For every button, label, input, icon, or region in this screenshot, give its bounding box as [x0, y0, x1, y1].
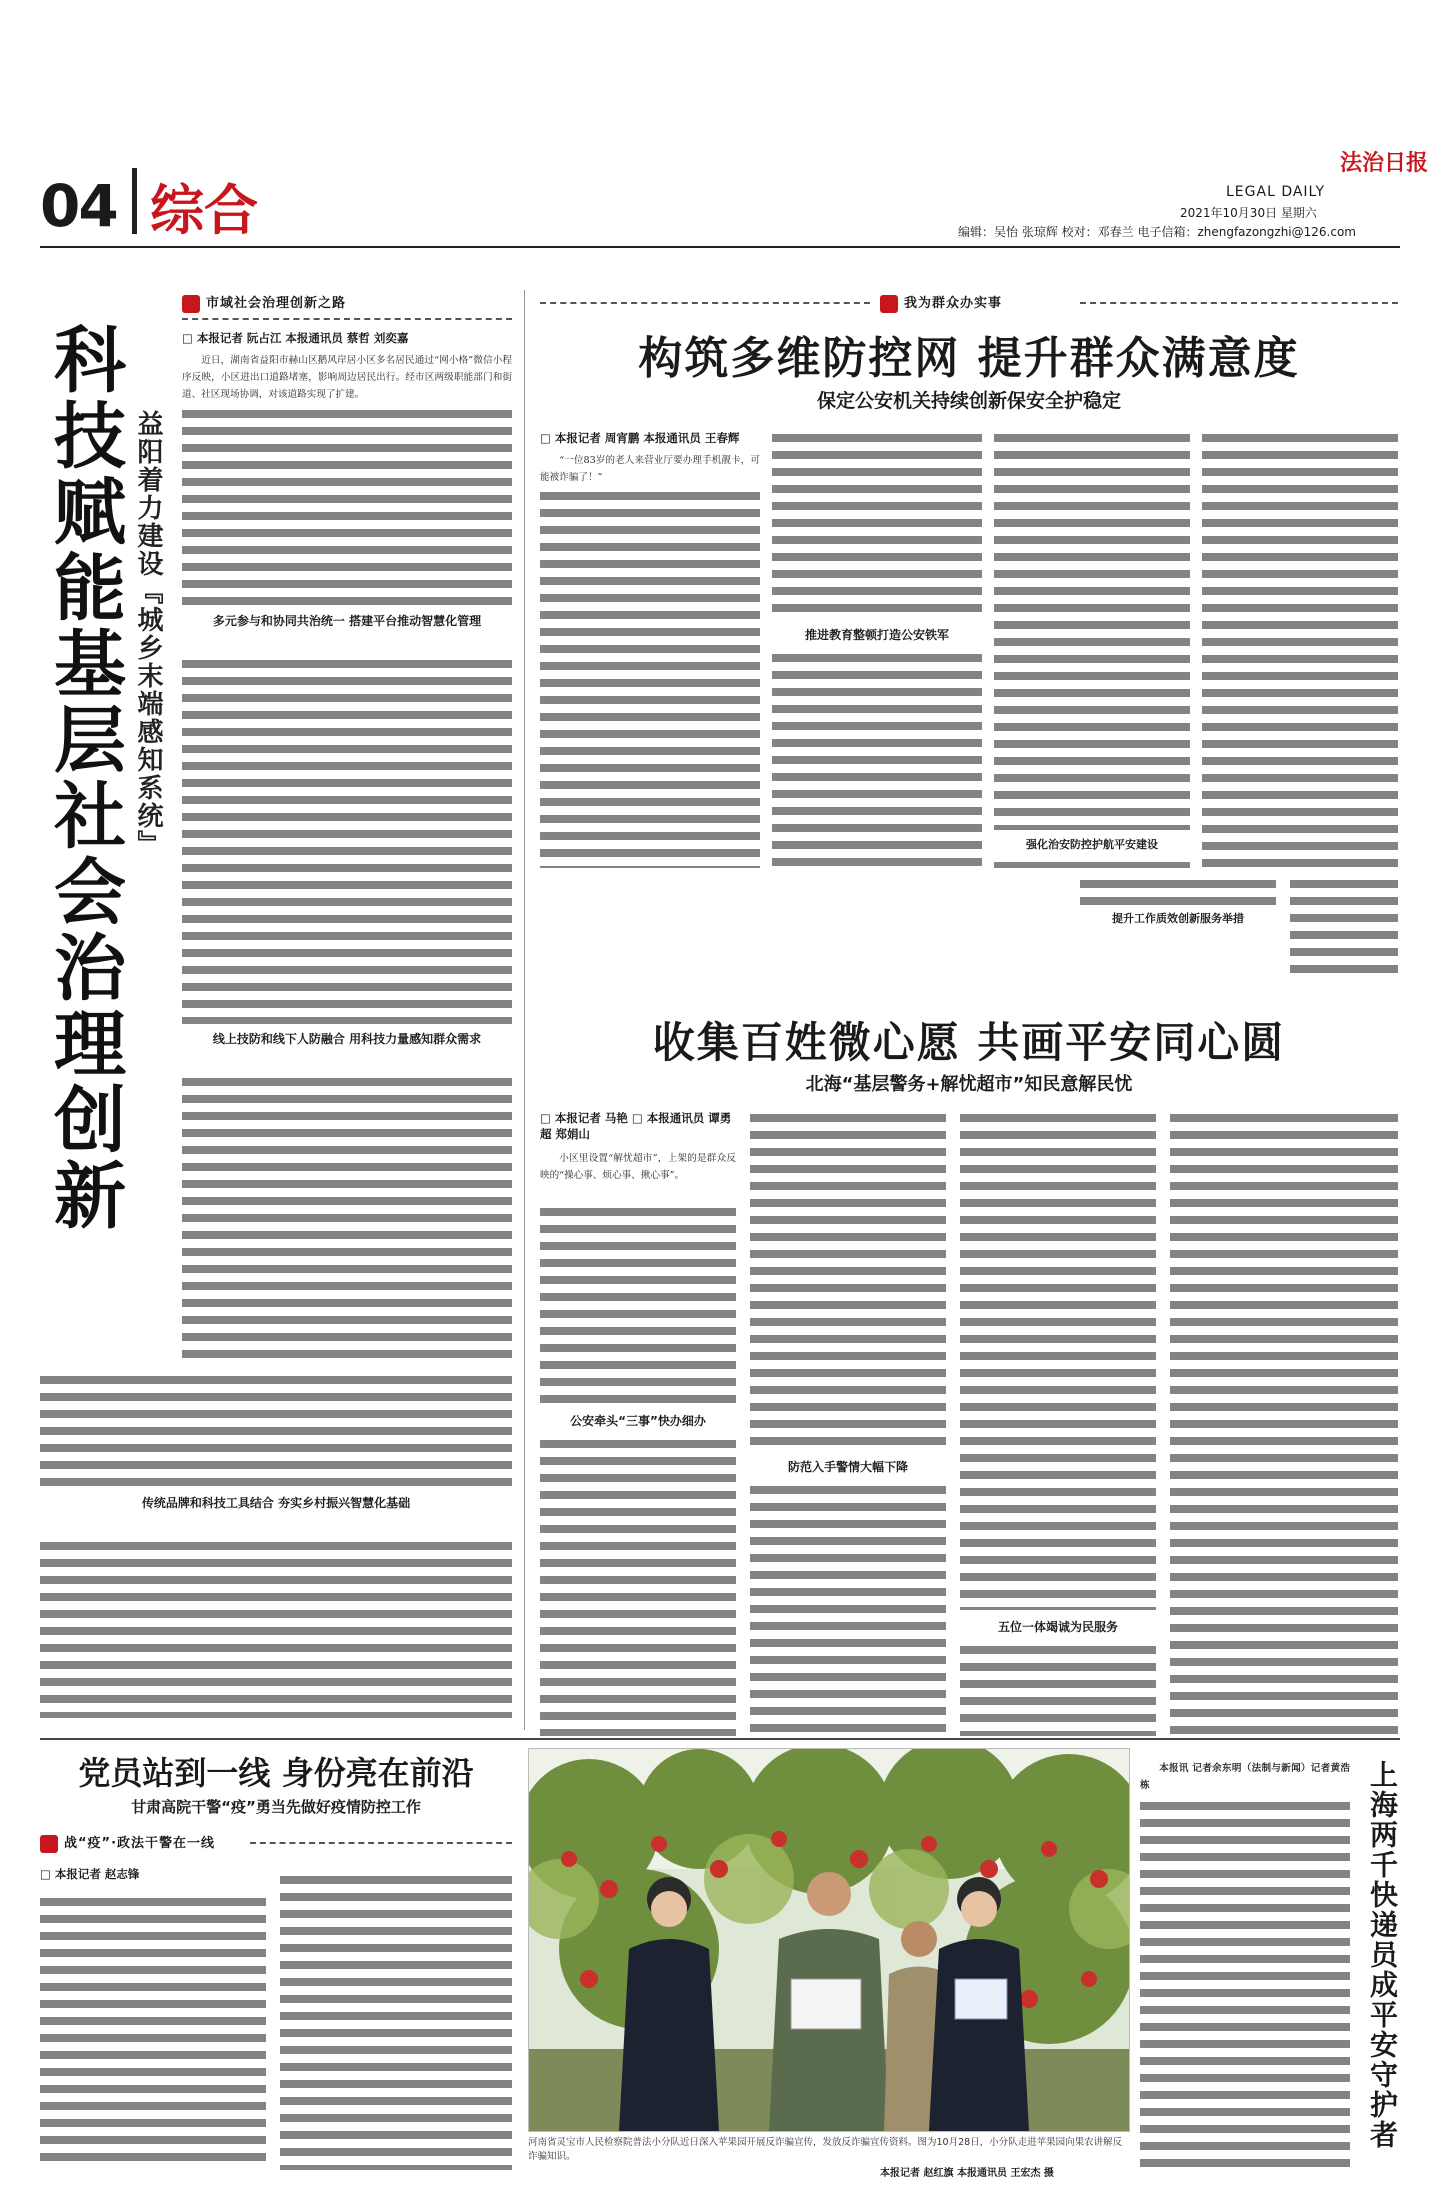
subhead: 防范入手警情大幅下降 — [787, 1460, 908, 1474]
body-text — [540, 488, 760, 868]
body-text — [1202, 430, 1398, 868]
body-text — [182, 656, 512, 1024]
article-title: 收集百姓微心愿 共画平安同心圆 — [652, 1018, 1286, 1067]
article-title: 党员站到一线 身份亮在前沿 — [78, 1754, 474, 1792]
body-text — [750, 1110, 946, 1450]
column-tag-left: 市域社会治理创新之路 — [182, 292, 346, 313]
apple-orchard-illustration — [529, 1749, 1129, 2131]
page-number: 04 — [40, 172, 117, 240]
subhead: 传统品牌和科技工具结合 夯实乡村振兴智慧化基础 — [141, 1496, 411, 1510]
body-text — [994, 430, 1190, 830]
issue-date: 2021年10月30日 星期六 — [1180, 206, 1317, 220]
divider — [250, 1842, 512, 1844]
masthead-rule — [40, 246, 1400, 248]
body-text — [750, 1482, 946, 1736]
body-text — [1170, 1110, 1398, 1736]
news-photo — [528, 1748, 1130, 2132]
subhead: 多元参与和协同共治统一 搭建平台推动智慧化管理 — [212, 614, 482, 628]
subhead: 线上技防和线下人防融合 用科技力量感知群众需求 — [212, 1032, 482, 1046]
subhead: 五位一体竭诚为民服务 — [997, 1620, 1118, 1634]
article-title: 上海两千快递员成平安守护者 — [1366, 1760, 1399, 2150]
subhead: 推进教育整顿打造公安铁军 — [804, 628, 949, 642]
column-marker-icon — [182, 295, 200, 313]
body-text — [1290, 876, 1398, 976]
body-text — [40, 1894, 266, 2170]
subhead: 公安牵头“三事”快办细办 — [570, 1414, 706, 1428]
column-marker-icon — [40, 1835, 58, 1853]
subhead: 提升工作质效创新服务举措 — [1112, 912, 1244, 925]
byline: □ 本报记者 马艳 □ 本报通讯员 谭勇超 郑娟山 — [540, 1111, 732, 1141]
article-lead: 小区里设置“解忧超市”，上架的是群众反映的“操心事、烦心事、揪心事”。 — [540, 1153, 736, 1181]
article-title: 科技赋能基层社会治理创新 — [42, 322, 126, 1234]
column-divider — [524, 290, 525, 1730]
divider — [1080, 302, 1398, 304]
body-text — [960, 1642, 1156, 1736]
editor-credits: 编辑：吴怡 张琼辉 校对：邓春兰 电子信箱：zhengfazongzhi@126.com — [958, 225, 1356, 239]
body-text — [540, 1204, 736, 1404]
byline: 本报讯 记者余东明（法制与新闻）记者黄浩栋 — [1140, 1763, 1350, 1791]
article-lead: 近日，湖南省益阳市赫山区鹅风岸居小区多名居民通过“网小格”微信小程序反映，小区进出口道路堵塞，影响周边居民出行。经市区两级职能部门和街道、社区现场协调，对该道路实现了扩建。 — [182, 355, 512, 400]
body-text — [960, 1110, 1156, 1610]
byline: □ 本报记者 周宵鹏 本报通讯员 王春辉 — [540, 431, 740, 445]
body-text — [994, 858, 1190, 868]
photo-caption: 河南省灵宝市人民检察院普法小分队近日深入苹果园开展反诈骗宣传，发放反诈骗宣传资料。图为10月28日，小分队走进苹果园向果农讲解反诈骗知识。 — [528, 2137, 1123, 2162]
article-title: 构筑多维防控网 提升群众满意度 — [638, 333, 1300, 384]
article-lead: “一位83岁的老人来营业厅要办理手机靓卡，可能被诈骗了！” — [540, 455, 760, 483]
body-text — [40, 1538, 512, 1718]
divider — [182, 318, 512, 320]
byline: □ 本报记者 阮占江 本报通讯员 蔡哲 刘奕嘉 — [182, 331, 409, 345]
article-subtitle: 保定公安机关持续创新保安全护稳定 — [816, 390, 1121, 412]
body-text — [182, 1074, 512, 1364]
byline: □ 本报记者 赵志锋 — [40, 1867, 140, 1881]
masthead-divider — [132, 168, 137, 234]
body-text — [540, 1436, 736, 1736]
divider — [540, 302, 870, 304]
column-marker-icon — [880, 295, 898, 313]
newspaper-logo: 法治日报 — [1340, 150, 1429, 176]
body-text — [772, 650, 982, 868]
article-subtitle: 北海“基层警务+解忧超市”知民意解民忧 — [805, 1074, 1133, 1095]
section-rule — [40, 1738, 1400, 1740]
section-title: 综合 — [150, 179, 258, 242]
article-subtitle: 益阳着力建设『城乡末端感知系统』 — [133, 410, 163, 858]
body-text — [182, 406, 512, 606]
photo-credit: 本报记者 赵红旗 本报通讯员 王宏杰 摄 — [880, 2168, 1054, 2179]
newspaper-name-en: LEGAL DAILY — [1226, 184, 1326, 200]
body-text — [772, 430, 982, 620]
column-tag-bottom: 战“疫”·政法干警在一线 — [40, 1832, 215, 1853]
body-text — [1080, 876, 1276, 906]
article-subtitle: 甘肃高院干警“疫”勇当先做好疫情防控工作 — [131, 1798, 421, 1816]
body-text — [1140, 1798, 1350, 2170]
column-tag-top: 我为群众办实事 — [880, 292, 1002, 313]
body-text — [40, 1372, 512, 1486]
body-text — [280, 1872, 512, 2170]
subhead: 强化治安防控护航平安建设 — [1026, 838, 1158, 851]
